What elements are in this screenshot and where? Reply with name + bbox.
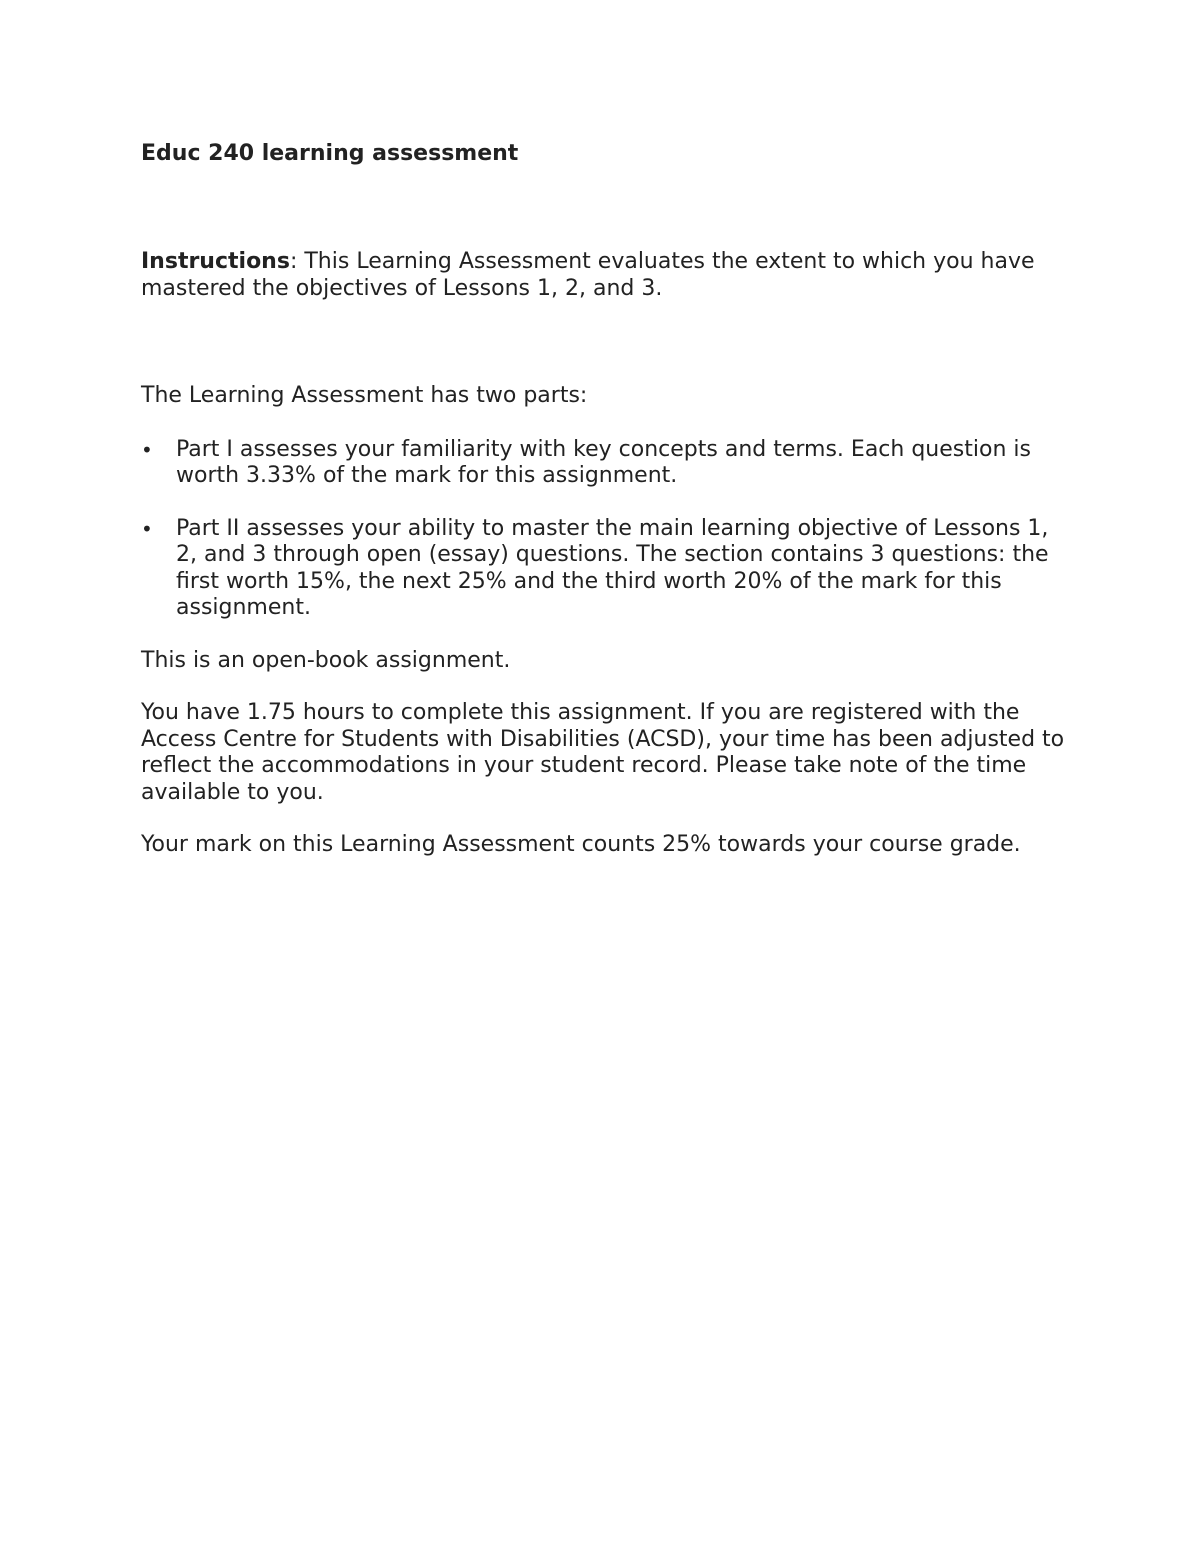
time-note: You have 1.75 hours to complete this assignment. If you are registered with the Access Centre for Students with Disabilities (ACSD), your time has been adjusted to reflect the accommodations in your student record. Please take note of the time available to you. xyxy=(141,700,1065,805)
bullet-icon: • xyxy=(141,437,153,462)
instructions-text: This Learning Assessment evaluates the extent to which you have mastered the objectives of Lessons 1, 2, and 3. xyxy=(141,249,1035,301)
bullet-icon: • xyxy=(141,516,153,541)
page-title: Educ 240 learning assessment xyxy=(141,141,519,166)
instructions-separator: : xyxy=(289,249,298,274)
grade-note: Your mark on this Learning Assessment counts 25% towards your course grade. xyxy=(141,832,1021,857)
open-book-note: This is an open-book assignment. xyxy=(141,647,511,673)
part-2-text: Part II assesses your ability to master the main learning objective of Lessons 1, 2, and 3 through open (essay) questions. The section contains 3 questions: the first worth 15%, the next 25% and the third worth 20% of the mark for this assignment. xyxy=(176,515,1049,620)
instructions-paragraph xyxy=(141,249,1066,302)
list-item-part-1 xyxy=(141,437,1066,490)
list-item-part-2 xyxy=(141,516,1066,622)
document-body xyxy=(141,140,1066,885)
parts-list xyxy=(141,437,1066,622)
instructions-label: Instructions xyxy=(141,249,290,274)
parts-intro: The Learning Assessment has two parts: xyxy=(141,383,588,408)
part-1-text: Part I assesses your familiarity with key concepts and terms. Each question is worth 3.33% of the mark for this assignment. xyxy=(176,436,1031,488)
